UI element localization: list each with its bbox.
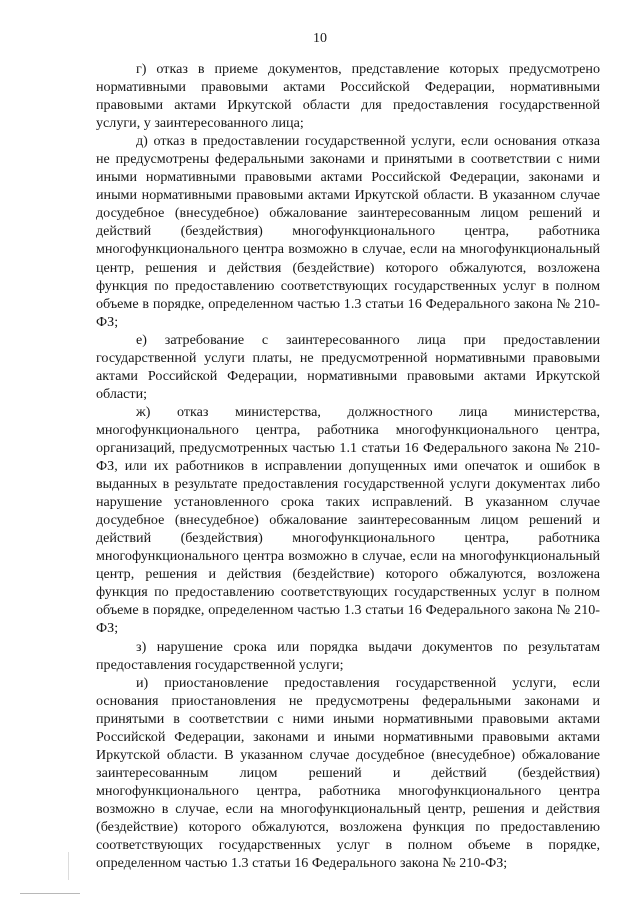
page-number: 10: [313, 31, 327, 46]
scan-artifact-mark: [68, 852, 69, 880]
paragraph-z: з) нарушение срока или порядка выдачи документов по результатам предоставления государственной услуги;: [96, 638, 600, 673]
document-body: [96, 60, 600, 872]
paragraph-zh: ж) отказ министерства, должностного лица министерства, многофункционального центра, работника многофункционального центра, организаций, предусмотренных частью 1.1 статьи 16 Федерального закона № 210-ФЗ, или их работников в исправлении допущенных ими опечаток и ошибок в выданных в результате предоставления государственной услуги документах либо нарушение установленного срока таких исправлений. В указанном случае досудебное (внесудебное) обжалование заинтересованным лицом решений и действий (бездействия) многофункционального центра, работника многофункционального центра возможно в случае, если на многофункциональный центр, решения и действия (бездействие) которого обжалуются, возложена функция по предоставлению соответствующих государственных услуг в полном объеме в порядке, определенном частью 1.3 статьи 16 Федерального закона № 210-ФЗ;: [96, 403, 600, 637]
paragraph-i: и) приостановление предоставления государственной услуги, если основания приостановления не предусмотрены федеральными законами и принятыми в соответствии с ними иными нормативными правовыми актами Российской Федерации, законами и иными нормативными правовыми актами Иркутской области. В указанном случае досудебное (внесудебное) обжалование заинтересованным лицом решений и действий (бездействия) многофункционального центра, работника многофункционального центра возможно в случае, если на многофункциональный центр, решения и действия (бездействие) которого обжалуются, возложена функция по предоставлению соответствующих государственных услуг в полном объеме в порядке, определенном частью 1.3 статьи 16 Федерального закона № 210-ФЗ;: [96, 674, 600, 872]
paragraph-g: г) отказ в приеме документов, представление которых предусмотрено нормативными правовыми актами Российской Федерации, нормативными правовыми актами Иркутской области для предоставления государственной услуги, у заинтересованного лица;: [96, 61, 600, 132]
paragraph-e: е) затребование с заинтересованного лица при предоставлении государственной услуги платы, не предусмотренной нормативными правовыми актами Российской Федерации, нормативными правовыми актами Иркутской области;: [96, 331, 600, 402]
scan-artifact-line: [20, 893, 80, 894]
paragraph-d: д) отказ в предоставлении государственной услуги, если основания отказа не предусмотрены федеральными законами и принятыми в соответствии с ними иными нормативными правовыми актами Российской Федерации, законами и иными нормативными правовыми актами Иркутской области. В указанном случае досудебное (внесудебное) обжалование заинтересованным лицом решений и действий (бездействия) многофункционального центра, работника многофункционального центра возможно в случае, если на многофункциональный центр, решения и действия (бездействие) которого обжалуются, возложена функция по предоставлению соответствующих государственных услуг в полном объеме в порядке, определенном частью 1.3 статьи 16 Федерального закона № 210-ФЗ;: [96, 133, 600, 330]
